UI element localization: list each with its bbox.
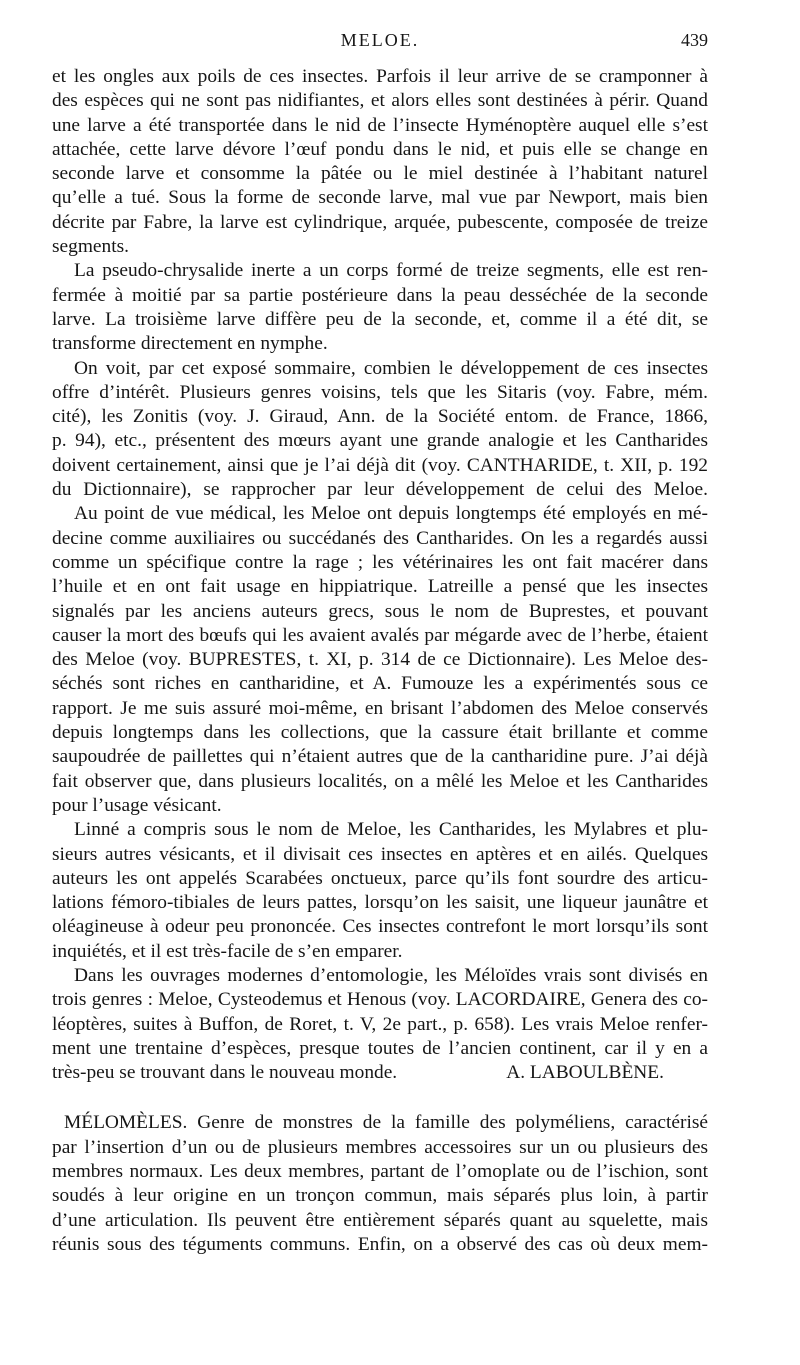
- page-number: 439: [681, 30, 708, 50]
- text-line: fait observer que, dans plusieurs localités, on a mêlé les Meloe et les Cantharides: [52, 770, 708, 792]
- paragraph: [52, 65, 708, 259]
- text-line: soudés à leur origine en un tronçon commun, mais séparés plus loin, à partir: [52, 1185, 708, 1207]
- text-line: auteurs les ont appelés Scarabées onctueux, parce qu’ils font sourdre des articu-: [52, 867, 708, 889]
- text-line: qu’elle a tué. Sous la forme de seconde larve, mal vue par Newport, mais bien: [52, 187, 708, 209]
- text-line: larve. La troisième larve diffère peu de la seconde, et, comme il a été dit, se: [52, 308, 708, 330]
- text-line: l’huile et en ont fait usage en hippiatrique. Latreille a pensé que les insectes: [52, 576, 708, 598]
- paragraph: [52, 502, 708, 818]
- text-line: léoptères, suites à Buffon, de Roret, t. V, 2e part., p. 658). Les vrais Meloe renfer-: [52, 1013, 708, 1035]
- text-line: décrite par Fabre, la larve est cylindrique, arquée, pubescente, composée de treize: [52, 211, 708, 233]
- text-line: [52, 1061, 708, 1085]
- text-line: des espèces qui ne sont pas nidifiantes, et alors elles sont destinées à périr. Quand: [52, 90, 708, 112]
- paragraph: [52, 964, 708, 1085]
- article-melomeles: [52, 1111, 708, 1257]
- text-line: p. 94), etc., présentent des mœurs ayant une grande analogie et les Cantharides: [52, 430, 708, 452]
- running-title: MELOE.: [340, 30, 420, 50]
- page-header: [52, 30, 708, 60]
- text-line: fermée à moitié par sa partie postérieure dans la peau desséchée de la seconde: [52, 284, 708, 306]
- text-line: inquiétés, et il est très-facile de s’en emparer.: [52, 940, 403, 962]
- text-line: comme un spécifique contre la rage ; les vétérinaires les ont fait macérer dans: [52, 551, 708, 573]
- paragraph: [52, 259, 708, 356]
- text-line: oléagineuse à odeur peu prononcée. Ces insectes contrefont le mort lorsqu’ils sont: [52, 916, 708, 938]
- author-signature: A. LABOULBÈNE.: [506, 1062, 664, 1084]
- text-line: des Meloe (voy. BUPRESTES, t. XI, p. 314 de ce Dictionnaire). Les Meloe des-: [52, 649, 708, 671]
- text-line: doivent certainement, ainsi que je l’ai déjà dit (voy. CANTHARIDE, t. XII, p. 192: [52, 454, 708, 476]
- text-line: seconde larve et consomme la pâtée ou le miel destinée à l’habitant naturel: [52, 163, 708, 185]
- text-line: séchés sont riches en cantharidine, et A. Fumouze les a expérimentés sous ce: [52, 673, 708, 695]
- text-line: signalés par les anciens auteurs grecs, sous le nom de Buprestes, et pouvant: [52, 600, 708, 622]
- text-line: saupoudrée de paillettes qui n’étaient autres que de la cantharidine pure. J’ai déjà: [52, 746, 708, 768]
- text-line: causer la mort des bœufs qui les avaient avalés par mégarde avec de l’herbe, étaient: [52, 624, 708, 646]
- text-line: Au point de vue médical, les Meloe ont depuis longtemps été employés en mé-: [74, 503, 708, 525]
- text-line: d’une articulation. Ils peuvent être entièrement séparés quant au squelette, mais: [52, 1209, 708, 1231]
- text-line: ment une trentaine d’espèces, presque toutes de l’ancien continent, car il y en a: [52, 1037, 708, 1059]
- text-line: rapport. Je me suis assuré moi-même, en brisant l’abdomen des Meloe conservés: [52, 697, 708, 719]
- text-line: par l’insertion d’un ou de plusieurs membres accessoires sur un ou plusieurs des: [52, 1136, 708, 1158]
- text-line: trois genres : Meloe, Cysteodemus et Henous (voy. LACORDAIRE, Genera des co-: [52, 989, 708, 1011]
- text-line: sieurs autres vésicants, et il divisait ces insectes en aptères et en ailés. Quelques: [52, 843, 708, 865]
- text-line: La pseudo-chrysalide inerte a un corps formé de treize segments, elle est ren-: [74, 260, 708, 282]
- text-line: cité), les Zonitis (voy. J. Giraud, Ann. de la Société entom. de France, 1866,: [52, 406, 708, 428]
- text-line-content: très-peu se trouvant dans le nouveau monde.: [52, 1062, 398, 1084]
- text-line: et les ongles aux poils de ces insectes. Parfois il leur arrive de se cramponner à: [52, 66, 708, 87]
- text-line: une larve a été transportée dans le nid de l’insecte Hyménoptère auquel elle s’est: [52, 114, 708, 136]
- text-line: On voit, par cet exposé sommaire, combien le développement de ces insectes: [74, 357, 708, 379]
- paragraph: [52, 357, 708, 503]
- body-text: [52, 65, 708, 1257]
- text-line: réunis sous des téguments communs. Enfin, on a observé des cas où deux mem-: [52, 1233, 708, 1255]
- text-line: Dans les ouvrages modernes d’entomologie, les Méloïdes vrais sont divisés en: [74, 964, 708, 986]
- text-line: membres normaux. Les deux membres, partant de l’omoplate ou de l’ischion, sont: [52, 1161, 708, 1183]
- text-line: MÉLOMÈLES. Genre de monstres de la famille des polyméliens, caractérisé: [64, 1112, 708, 1134]
- text-line: du Dictionnaire), se rapprocher par leur développement de celui des Meloe.: [52, 479, 708, 501]
- section-gap: [52, 1085, 708, 1111]
- text-line: decine comme auxiliaires ou succédanés des Cantharides. On les a regardés aussi: [52, 527, 708, 549]
- text-line: depuis longtemps dans les collections, que la cassure était brillante et comme: [52, 722, 708, 744]
- text-line: offre d’intérêt. Plusieurs genres voisins, tels que les Sitaris (voy. Fabre, mém.: [52, 381, 708, 403]
- text-line: transforme directement en nymphe.: [52, 333, 328, 355]
- text-line: lations fémoro-tibiales de leurs pattes, lorsqu’on les saisit, une liqueur jaunâtre et: [52, 892, 708, 914]
- text-line: attachée, cette larve dévore l’œuf pondu dans le nid, et puis elle se change en: [52, 138, 708, 160]
- text-line: segments.: [52, 236, 130, 258]
- text-line: Linné a compris sous le nom de Meloe, les Cantharides, les Mylabres et plu-: [74, 819, 708, 841]
- text-line: pour l’usage vésicant.: [52, 794, 222, 816]
- paragraph: [52, 818, 708, 964]
